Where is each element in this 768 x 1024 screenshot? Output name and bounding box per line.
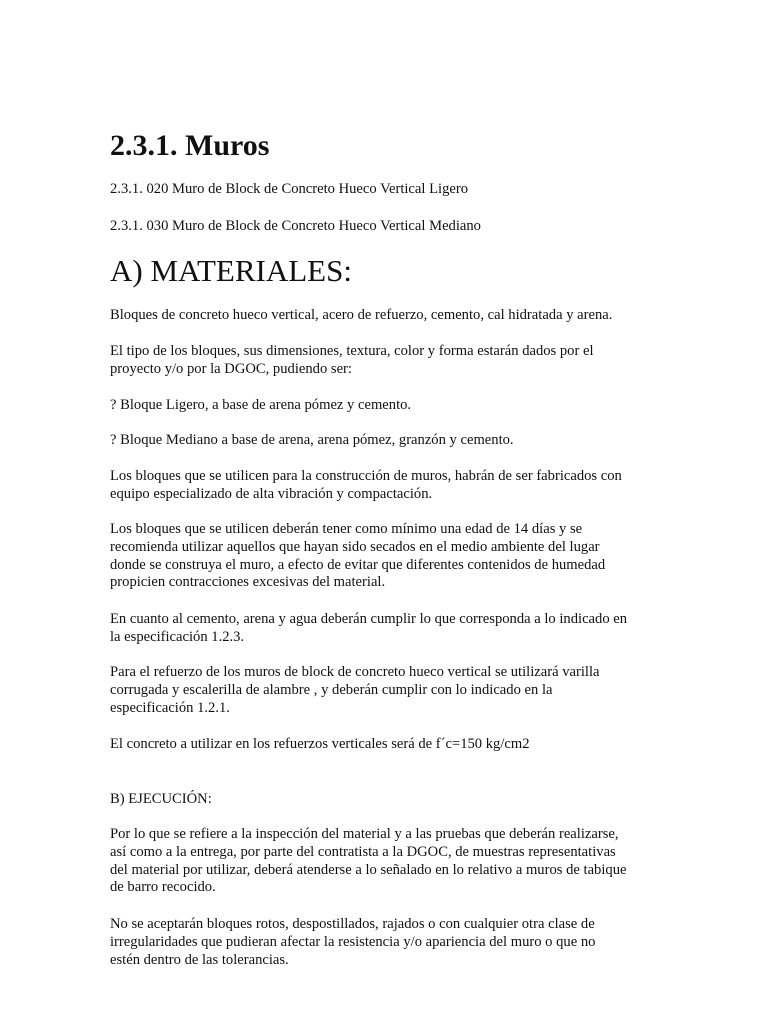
section-heading-ejecucion: B) EJECUCIÓN: [110,791,212,807]
paragraph-rejection-criteria: No se aceptarán bloques rotos, despostillados, rajados o con cualquier otra clase de irregularidades que pudieran afectar la resistencia y/o apariencia del muro o que no estén dentro de las tolerancias. [110,916,596,968]
paragraph-block-age: Los bloques que se utilicen deberán tener como mínimo una edad de 14 días y se recomienda utilizar aquellos que hayan sido secados en el medio ambiente del lugar donde se construya el muro, a efecto de evitar que diferentes contenidos de humedad propicien contracciones excesivas del material. [110,521,606,591]
paragraph-inspection: Por lo que se refiere a la inspección del material y a las pruebas que deberán realizarse, así como a la entrega, por parte del contratista a la DGOC, de muestras representativas del material por utilizar, deberá atenderse a lo señalado en lo relativo a muros de tabique de barro recocido. [110,826,627,896]
item-020: 2.3.1. 020 Muro de Block de Concreto Hueco Vertical Ligero [110,181,468,197]
paragraph-fabrication: Los bloques que se utilicen para la construcción de muros, habrán de ser fabricados con equipo especializado de alta vibración y compactación. [110,468,622,502]
paragraph-cement-spec: En cuanto al cemento, arena y agua deberán cumplir lo que corresponda a lo indicado en la especificación 1.2.3. [110,611,628,645]
paragraph-materials-list: Bloques de concreto hueco vertical, acero de refuerzo, cemento, cal hidratada y arena. [110,307,613,323]
paragraph-concrete-strength: El concreto a utilizar en los refuerzos verticales será de f´c=150 kg/cm2 [110,736,530,752]
list-item-bloque-mediano: ? Bloque Mediano a base de arena, arena pómez, granzón y cemento. [110,432,514,448]
list-item-bloque-ligero: ? Bloque Ligero, a base de arena pómez y cemento. [110,397,412,413]
section-heading-materiales: A) MATERIALES: [110,253,352,288]
item-030: 2.3.1. 030 Muro de Block de Concreto Hueco Vertical Mediano [110,218,481,234]
page-title: 2.3.1. Muros [110,129,270,162]
paragraph-block-types: El tipo de los bloques, sus dimensiones, textura, color y forma estarán dados por el proyecto y/o por la DGOC, pudiendo ser: [110,343,594,377]
paragraph-reinforcement: Para el refuerzo de los muros de block de concreto hueco vertical se utilizará varilla corrugada y escalerilla de alambre , y deberán cumplir con lo indicado en la especificación 1.2.1. [110,664,600,716]
